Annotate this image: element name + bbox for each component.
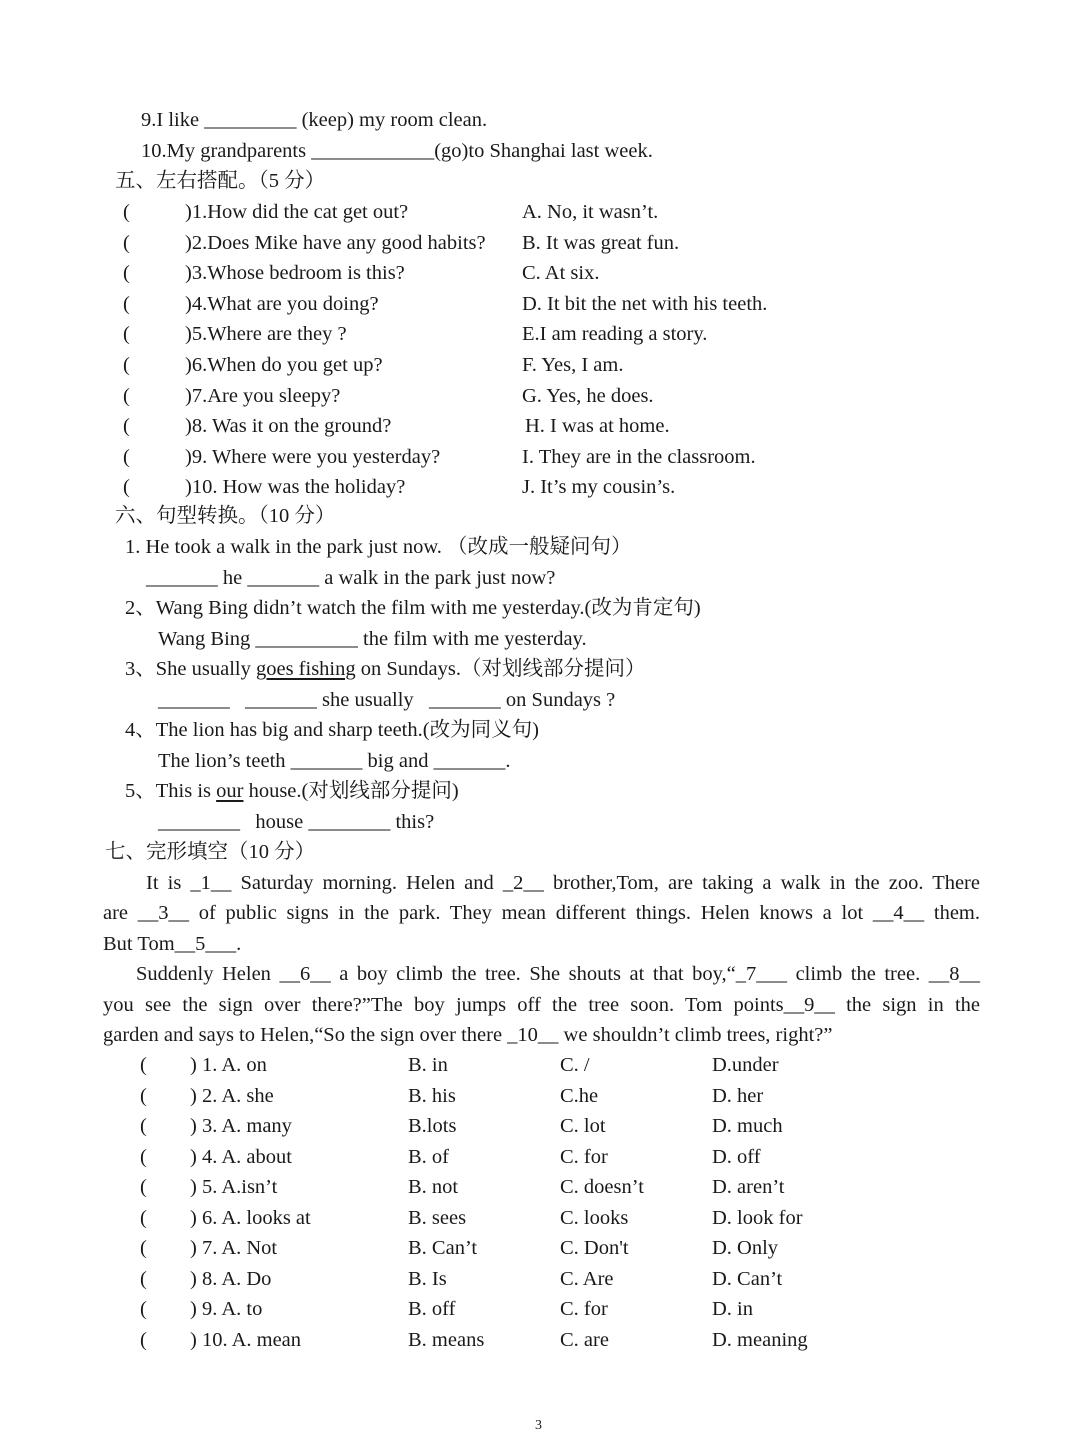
match-question: )6.When do you get up? bbox=[185, 354, 383, 376]
match-answer: E.I am reading a story. bbox=[522, 323, 708, 346]
s7-heading: 七、完形填空（10 分） bbox=[105, 841, 316, 863]
option-d: D. look for bbox=[712, 1206, 803, 1229]
match-question: )4.What are you doing? bbox=[185, 292, 379, 315]
match-answer: A. No, it wasn’t. bbox=[522, 201, 659, 223]
answer-bracket: ( bbox=[123, 231, 130, 254]
s6-q5-post: house.(对划线部分提问) bbox=[243, 780, 459, 802]
match-answer: C. At six. bbox=[522, 262, 600, 285]
s7-passage-line-6: garden and says to Helen,“So the sign over there _10__ we shouldn’t climb trees, right?” bbox=[103, 1024, 833, 1046]
option-b: B. sees bbox=[408, 1206, 467, 1229]
option-b: B. not bbox=[408, 1176, 459, 1198]
s4-q10: 10.My grandparents ____________(go)to Shanghai last week. bbox=[141, 140, 653, 162]
s5-heading: 五、左右搭配。（5 分） bbox=[115, 170, 326, 192]
s6-q3-pre: 3、She usually bbox=[125, 658, 256, 680]
s6-q5-answer: ________ house ________ this? bbox=[158, 811, 435, 833]
s7-passage-line-4: Suddenly Helen __6__ a boy climb the tree. She shouts at that boy,“_7___ climb the tree. __8__ bbox=[136, 963, 980, 985]
s6-q2-answer: Wang Bing __________ the film with me yesterday. bbox=[158, 628, 587, 650]
answer-bracket: ( bbox=[123, 262, 130, 285]
match-answer: G. Yes, he does. bbox=[522, 384, 654, 407]
page-number: 3 bbox=[535, 1418, 542, 1433]
option-b: B.lots bbox=[408, 1115, 457, 1137]
match-answer: I. They are in the classroom. bbox=[522, 445, 756, 468]
option-c: C. lot bbox=[560, 1115, 606, 1137]
s7-passage-line-2: are __3__ of public signs in the park. They mean different things. Helen knows a lot __4__ them. bbox=[103, 902, 980, 924]
answer-bracket: ( bbox=[123, 323, 130, 346]
match-answer: J. It’s my cousin’s. bbox=[522, 476, 676, 499]
answer-bracket: ( bbox=[140, 1054, 147, 1076]
match-question: )3.Whose bedroom is this? bbox=[185, 262, 405, 285]
option-a: ) 9. A. to bbox=[190, 1298, 263, 1320]
option-a: ) 8. A. Do bbox=[190, 1267, 272, 1290]
match-answer: F. Yes, I am. bbox=[522, 354, 624, 376]
option-b: B. off bbox=[408, 1298, 456, 1320]
s6-q1: 1. He took a walk in the park just now. （改成一般疑问句） bbox=[125, 536, 632, 558]
answer-bracket: ( bbox=[140, 1084, 147, 1107]
answer-bracket: ( bbox=[123, 415, 130, 438]
match-question: )5.Where are they ? bbox=[185, 323, 347, 346]
option-d: D. her bbox=[712, 1084, 764, 1107]
s6-heading: 六、句型转换。（10 分） bbox=[115, 505, 336, 527]
answer-bracket: ( bbox=[140, 1176, 147, 1198]
match-question: )1.How did the cat get out? bbox=[185, 201, 409, 223]
match-question: )2.Does Mike have any good habits? bbox=[185, 231, 486, 254]
answer-bracket: ( bbox=[140, 1237, 147, 1259]
answer-bracket: ( bbox=[140, 1267, 147, 1290]
answer-bracket: ( bbox=[140, 1115, 147, 1137]
option-a: ) 5. A.isn’t bbox=[190, 1176, 278, 1198]
option-d: D. meaning bbox=[712, 1328, 808, 1351]
s7-passage-line-3: But Tom__5___. bbox=[103, 933, 242, 955]
option-c: C. for bbox=[560, 1298, 608, 1320]
option-c: C. / bbox=[560, 1054, 590, 1076]
match-answer: B. It was great fun. bbox=[522, 231, 680, 254]
s6-q1-answer: _______ he _______ a walk in the park just now? bbox=[146, 567, 556, 589]
answer-bracket: ( bbox=[123, 201, 130, 223]
match-answer: D. It bit the net with his teeth. bbox=[522, 292, 768, 315]
option-b: B. Is bbox=[408, 1267, 447, 1290]
option-c: C. for bbox=[560, 1145, 608, 1168]
s4-q9: 9.I like _________ (keep) my room clean. bbox=[141, 109, 488, 131]
option-c: C. Are bbox=[560, 1267, 614, 1290]
s6-q5 bbox=[125, 781, 459, 802]
s6-q4-answer: The lion’s teeth _______ big and _______. bbox=[158, 750, 511, 772]
answer-bracket: ( bbox=[140, 1298, 147, 1320]
match-question: )10. How was the holiday? bbox=[185, 476, 406, 499]
option-d: D. in bbox=[712, 1298, 753, 1320]
option-a: ) 10. A. mean bbox=[190, 1328, 302, 1351]
answer-bracket: ( bbox=[140, 1145, 147, 1168]
match-question: )8. Was it on the ground? bbox=[185, 415, 392, 438]
s6-q3 bbox=[125, 659, 645, 680]
answer-bracket: ( bbox=[140, 1328, 147, 1351]
option-b: B. means bbox=[408, 1328, 485, 1351]
answer-bracket: ( bbox=[123, 445, 130, 468]
option-d: D.under bbox=[712, 1054, 779, 1076]
option-d: D. much bbox=[712, 1115, 783, 1137]
option-a: ) 6. A. looks at bbox=[190, 1206, 311, 1229]
option-a: ) 7. A. Not bbox=[190, 1237, 278, 1259]
match-question: )9. Where were you yesterday? bbox=[185, 445, 441, 468]
option-c: C. are bbox=[560, 1328, 609, 1351]
match-answer: H. I was at home. bbox=[525, 415, 670, 438]
answer-bracket: ( bbox=[123, 354, 130, 376]
s6-q3-post: on Sundays.（对划线部分提问） bbox=[355, 658, 646, 680]
answer-bracket: ( bbox=[123, 384, 130, 407]
answer-bracket: ( bbox=[140, 1206, 147, 1229]
s6-q3-answer: _______ _______ she usually _______ on Sundays ? bbox=[158, 689, 616, 711]
s6-q3-underlined: goes fishing bbox=[255, 658, 356, 680]
s7-passage-line-1: It is _1__ Saturday morning. Helen and _2__ brother,Tom, are taking a walk in the zoo. There bbox=[146, 872, 980, 894]
s7-passage-line-5: you see the sign over there?”The boy jumps off the tree soon. Tom points__9__ the sign in the bbox=[103, 994, 980, 1016]
option-a: ) 2. A. she bbox=[190, 1084, 274, 1107]
answer-bracket: ( bbox=[123, 476, 130, 499]
option-a: ) 1. A. on bbox=[190, 1054, 267, 1076]
option-c: C. Don't bbox=[560, 1237, 629, 1259]
option-b: B. his bbox=[408, 1084, 456, 1107]
match-question: )7.Are you sleepy? bbox=[185, 384, 341, 407]
option-b: B. Can’t bbox=[408, 1237, 478, 1259]
option-c: C. doesn’t bbox=[560, 1176, 644, 1198]
option-c: C.he bbox=[560, 1084, 599, 1107]
answer-bracket: ( bbox=[123, 292, 130, 315]
option-c: C. looks bbox=[560, 1206, 629, 1229]
s6-q5-underlined: our bbox=[216, 780, 244, 802]
s6-q2: 2、Wang Bing didn’t watch the film with me yesterday.(改为肯定句) bbox=[125, 597, 701, 619]
option-a: ) 4. A. about bbox=[190, 1145, 292, 1168]
option-d: D. off bbox=[712, 1145, 761, 1168]
option-d: D. Only bbox=[712, 1237, 779, 1259]
s6-q4: 4、The lion has big and sharp teeth.(改为同义句) bbox=[125, 719, 539, 741]
option-d: D. Can’t bbox=[712, 1267, 783, 1290]
option-a: ) 3. A. many bbox=[190, 1115, 292, 1137]
option-d: D. aren’t bbox=[712, 1176, 785, 1198]
option-b: B. in bbox=[408, 1054, 448, 1076]
s6-q5-pre: 5、This is bbox=[125, 780, 217, 802]
option-b: B. of bbox=[408, 1145, 449, 1168]
